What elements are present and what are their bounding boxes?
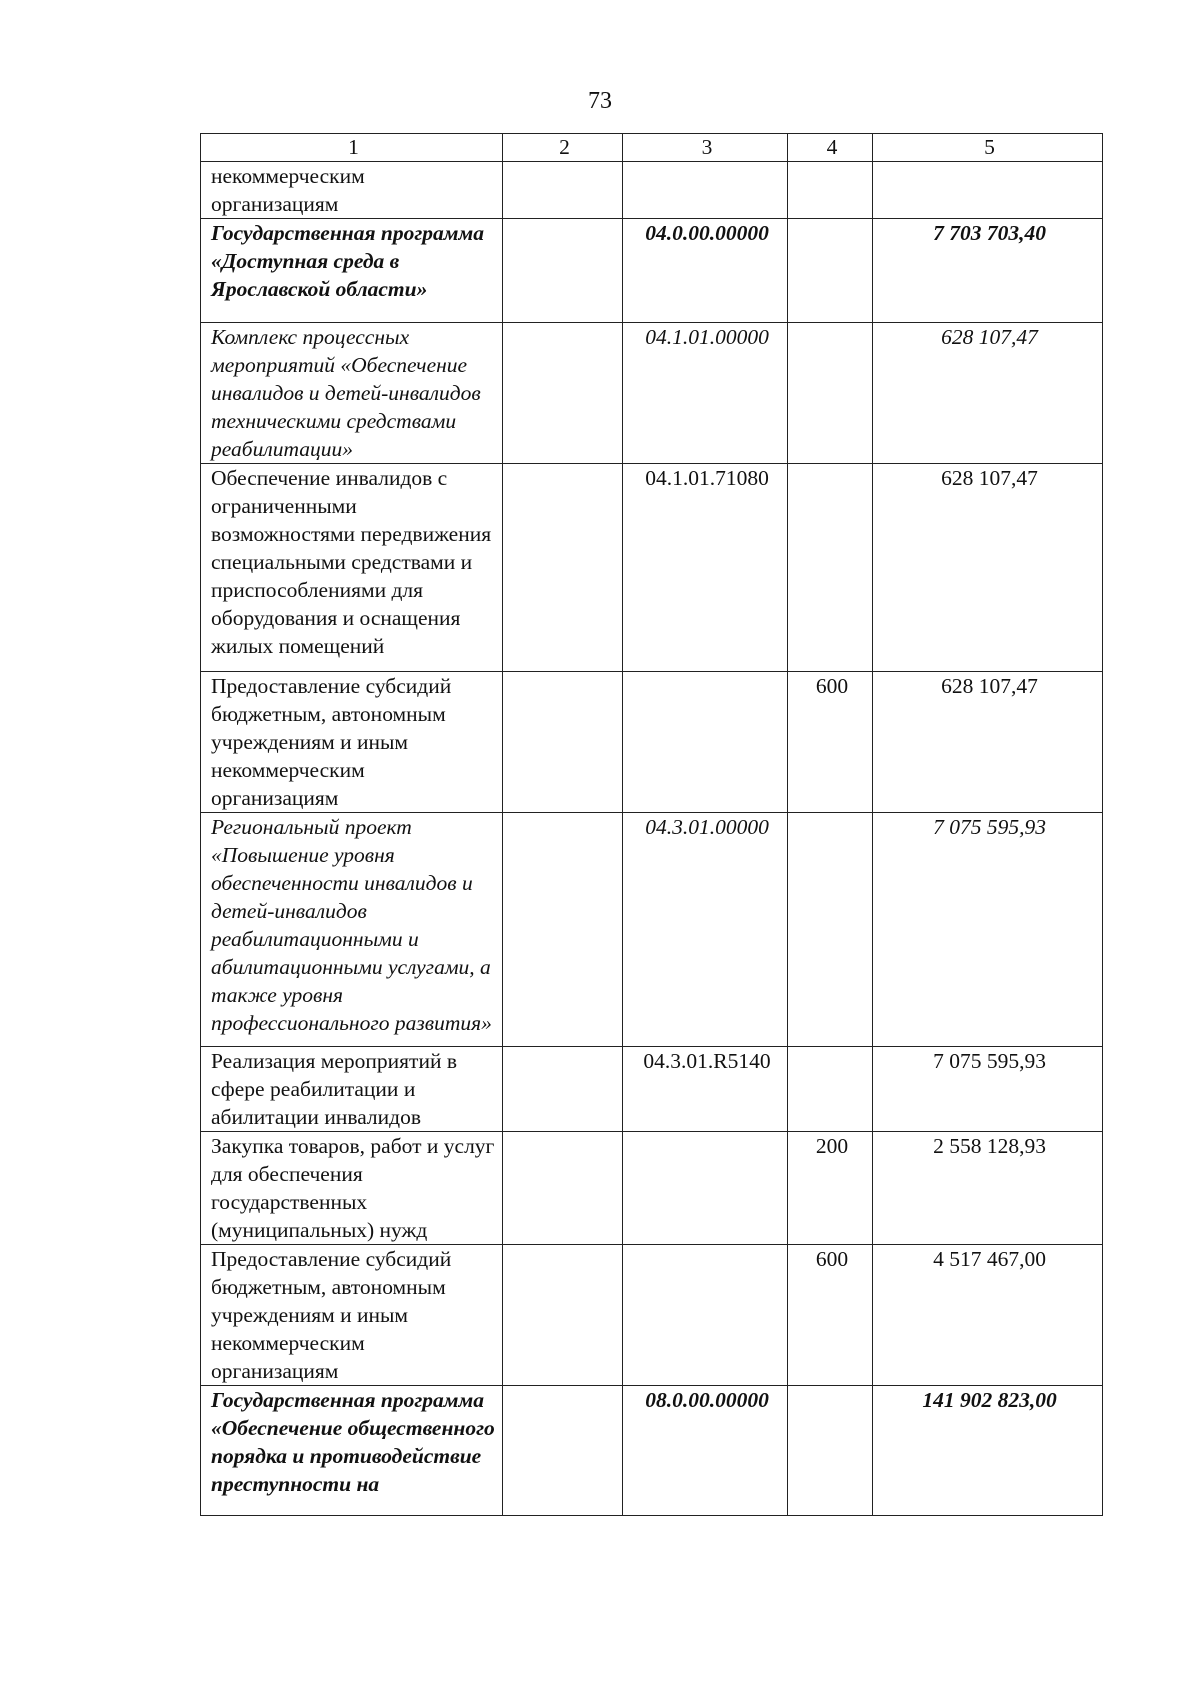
row-expense-type: 200 bbox=[788, 1132, 873, 1245]
row-expense-type bbox=[788, 464, 873, 672]
row-expense-type bbox=[788, 162, 873, 219]
row-col2 bbox=[503, 1245, 623, 1386]
row-name: некоммерческим организациям bbox=[201, 162, 503, 219]
budget-table bbox=[200, 133, 1103, 1516]
table-row bbox=[201, 219, 1103, 323]
row-col2 bbox=[503, 1132, 623, 1245]
column-header: 5 bbox=[873, 134, 1103, 162]
row-amount: 628 107,47 bbox=[873, 672, 1103, 813]
row-code bbox=[623, 1132, 788, 1245]
row-amount: 2 558 128,93 bbox=[873, 1132, 1103, 1245]
table-header-row bbox=[201, 134, 1103, 162]
column-header: 2 bbox=[503, 134, 623, 162]
table-row bbox=[201, 162, 1103, 219]
row-name: Комплекс процессных мероприятий «Обеспечение инвалидов и детей-инвалидов техническими средствами реабилитации» bbox=[201, 323, 503, 464]
row-col2 bbox=[503, 464, 623, 672]
row-name: Предоставление субсидий бюджетным, автономным учреждениям и иным некоммерческим организациям bbox=[201, 1245, 503, 1386]
table-row bbox=[201, 1245, 1103, 1386]
table-row bbox=[201, 672, 1103, 813]
row-amount: 7 075 595,93 bbox=[873, 1047, 1103, 1132]
table-row bbox=[201, 464, 1103, 672]
row-expense-type bbox=[788, 813, 873, 1047]
row-name: Региональный проект «Повышение уровня обеспеченности инвалидов и детей-инвалидов реабилитационными и абилитационными услугами, а также уровня профессионального развития» bbox=[201, 813, 503, 1047]
row-name: Предоставление субсидий бюджетным, автономным учреждениям и иным некоммерческим организациям bbox=[201, 672, 503, 813]
row-expense-type bbox=[788, 219, 873, 323]
page-number: 73 bbox=[588, 88, 612, 114]
row-col2 bbox=[503, 323, 623, 464]
row-amount: 628 107,47 bbox=[873, 464, 1103, 672]
row-amount: 7 075 595,93 bbox=[873, 813, 1103, 1047]
row-amount: 4 517 467,00 bbox=[873, 1245, 1103, 1386]
row-col2 bbox=[503, 813, 623, 1047]
row-name: Государственная программа «Доступная среда в Ярославской области» bbox=[201, 219, 503, 323]
row-col2 bbox=[503, 1386, 623, 1516]
row-name: Обеспечение инвалидов с ограниченными возможностями передвижения специальными средствами и приспособлениями для оборудования и оснащения жилых помещений bbox=[201, 464, 503, 672]
row-code: 04.1.01.71080 bbox=[623, 464, 788, 672]
row-name: Государственная программа «Обеспечение общественного порядка и противодействие преступности на bbox=[201, 1386, 503, 1516]
row-code bbox=[623, 162, 788, 219]
row-expense-type bbox=[788, 1386, 873, 1516]
row-amount: 141 902 823,00 bbox=[873, 1386, 1103, 1516]
row-col2 bbox=[503, 162, 623, 219]
column-header: 4 bbox=[788, 134, 873, 162]
row-name: Реализация мероприятий в сфере реабилитации и абилитации инвалидов bbox=[201, 1047, 503, 1132]
row-expense-type bbox=[788, 323, 873, 464]
row-code: 04.3.01.00000 bbox=[623, 813, 788, 1047]
column-header: 3 bbox=[623, 134, 788, 162]
table-row bbox=[201, 813, 1103, 1047]
row-expense-type: 600 bbox=[788, 1245, 873, 1386]
row-code: 04.1.01.00000 bbox=[623, 323, 788, 464]
table-row bbox=[201, 323, 1103, 464]
row-col2 bbox=[503, 672, 623, 813]
column-header: 1 bbox=[201, 134, 503, 162]
table-row bbox=[201, 1047, 1103, 1132]
row-code: 04.3.01.R5140 bbox=[623, 1047, 788, 1132]
row-col2 bbox=[503, 1047, 623, 1132]
row-expense-type: 600 bbox=[788, 672, 873, 813]
row-name: Закупка товаров, работ и услуг для обеспечения государственных (муниципальных) нужд bbox=[201, 1132, 503, 1245]
row-col2 bbox=[503, 219, 623, 323]
row-amount: 628 107,47 bbox=[873, 323, 1103, 464]
row-code bbox=[623, 1245, 788, 1386]
row-code bbox=[623, 672, 788, 813]
row-amount: 7 703 703,40 bbox=[873, 219, 1103, 323]
row-code: 08.0.00.00000 bbox=[623, 1386, 788, 1516]
row-amount bbox=[873, 162, 1103, 219]
row-code: 04.0.00.00000 bbox=[623, 219, 788, 323]
table-row bbox=[201, 1386, 1103, 1516]
row-expense-type bbox=[788, 1047, 873, 1132]
table-row bbox=[201, 1132, 1103, 1245]
